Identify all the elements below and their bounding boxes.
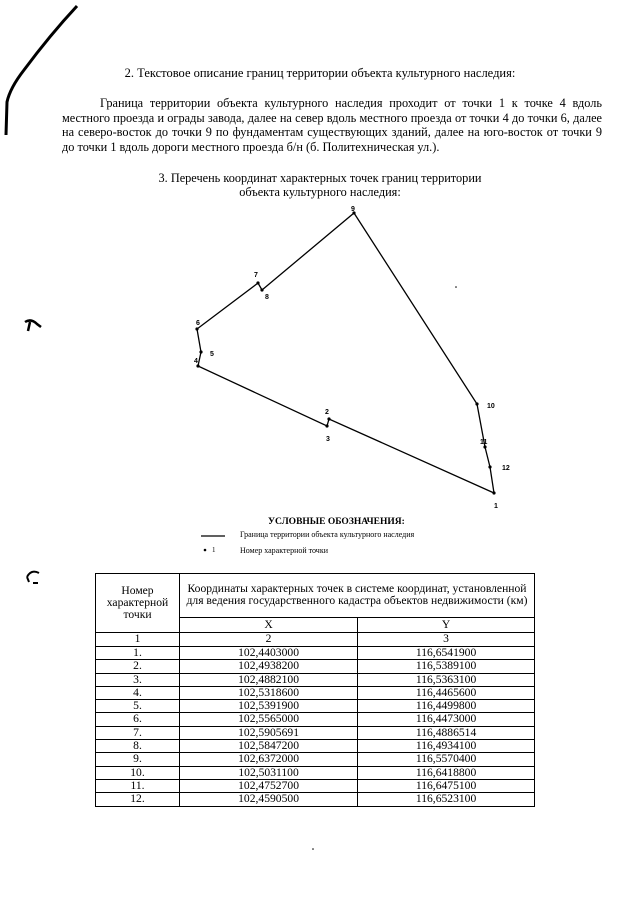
table-row <box>96 793 535 806</box>
table-row <box>96 740 535 753</box>
point-label: 12 <box>502 465 510 472</box>
boundary-point <box>488 465 491 468</box>
legend-title: УСЛОВНЫЕ ОБОЗНАЧЕНИЯ: <box>268 517 405 527</box>
point-label: 8 <box>265 294 269 301</box>
x-coordinate-cell: 102,4752700 <box>180 779 358 792</box>
y-coordinate-cell: 116,4886514 <box>358 726 535 739</box>
boundary-point <box>325 424 328 427</box>
index-cell: 1 <box>96 633 180 647</box>
scan-dot <box>312 848 314 850</box>
table-row <box>96 766 535 779</box>
y-coordinate-cell: 116,5363100 <box>358 673 535 686</box>
scan-speck <box>27 572 39 583</box>
boundary-point <box>475 402 478 405</box>
y-coordinate-cell: 116,5570400 <box>358 753 535 766</box>
section2-paragraph: Граница территории объекта культурного наследия проходит от точки 1 к точке 4 вдоль местного проезда и ограды завода, далее на север вдоль местного проезда от точки 4 до точки 6, далее на северо-восток до точки 9 по фундаментам существующих зданий, далее на юго-восток от точки 9 до точки 1 вдоль дороги местного проезда б/н (б. Политехническая ул.). <box>62 96 602 154</box>
point-label: 7 <box>254 272 258 279</box>
header-x: X <box>180 617 358 632</box>
point-number-cell: 7. <box>96 726 180 739</box>
point-number-cell: 6. <box>96 713 180 726</box>
point-number-cell: 8. <box>96 740 180 753</box>
legend-line-label: Граница территории объекта культурного наследия <box>240 530 415 539</box>
y-coordinate-cell: 116,6541900 <box>358 647 535 660</box>
x-coordinate-cell: 102,4403000 <box>180 647 358 660</box>
point-number-cell: 9. <box>96 753 180 766</box>
point-label: 6 <box>196 320 200 327</box>
table-row <box>96 673 535 686</box>
point-label: 5 <box>210 351 214 358</box>
boundary-point <box>327 417 330 420</box>
y-coordinate-cell: 116,5389100 <box>358 660 535 673</box>
table-row <box>96 660 535 673</box>
index-cell: 2 <box>180 633 358 647</box>
table-row <box>96 779 535 792</box>
x-coordinate-cell: 102,5847200 <box>180 740 358 753</box>
table-row <box>96 713 535 726</box>
section3-heading-line1: 3. Перечень координат характерных точек границ территории <box>158 171 482 185</box>
x-coordinate-cell: 102,5565000 <box>180 713 358 726</box>
point-label: 1 <box>494 503 498 510</box>
y-coordinate-cell: 116,6418800 <box>358 766 535 779</box>
point-number-cell: 12. <box>96 793 180 806</box>
y-coordinate-cell: 116,6475100 <box>358 779 535 792</box>
boundary-line <box>197 213 494 493</box>
y-coordinate-cell: 116,4473000 <box>358 713 535 726</box>
boundary-point <box>195 327 198 330</box>
y-coordinate-cell: 116,4499800 <box>358 700 535 713</box>
header-coordinates: Координаты характерных точек в системе координат, установленной для ведения государственного кадастра объектов недвижимости (км) <box>180 574 535 618</box>
header-point-number: Номер характерной точки <box>96 574 180 633</box>
point-number-cell: 3. <box>96 673 180 686</box>
coordinates-table <box>95 573 535 807</box>
boundary-point <box>260 288 263 291</box>
table-row <box>96 726 535 739</box>
point-label: 4 <box>194 358 198 365</box>
table-row <box>96 753 535 766</box>
x-coordinate-cell: 102,4882100 <box>180 673 358 686</box>
index-row <box>96 633 535 647</box>
legend-point-symbol <box>204 549 207 552</box>
table-row <box>96 686 535 699</box>
x-coordinate-cell: 102,5905691 <box>180 726 358 739</box>
point-number-cell: 10. <box>96 766 180 779</box>
boundary-points <box>194 206 510 510</box>
point-number-cell: 5. <box>96 700 180 713</box>
point-number-cell: 1. <box>96 647 180 660</box>
legend-point-number: 1 <box>212 546 216 554</box>
boundary-point <box>492 491 495 494</box>
point-number-cell: 2. <box>96 660 180 673</box>
section3-heading-line2: объекта культурного наследия: <box>239 185 401 199</box>
y-coordinate-cell: 116,6523100 <box>358 793 535 806</box>
point-number-cell: 11. <box>96 779 180 792</box>
x-coordinate-cell: 102,4590500 <box>180 793 358 806</box>
point-label: 3 <box>326 436 330 443</box>
point-label: 2 <box>325 409 329 416</box>
y-coordinate-cell: 116,4465600 <box>358 686 535 699</box>
index-cell: 3 <box>358 633 535 647</box>
point-label: 10 <box>487 403 495 410</box>
x-coordinate-cell: 102,5031100 <box>180 766 358 779</box>
boundary-point <box>256 281 259 284</box>
boundary-point <box>199 350 202 353</box>
point-number-cell: 4. <box>96 686 180 699</box>
x-coordinate-cell: 102,6372000 <box>180 753 358 766</box>
x-coordinate-cell: 102,5318600 <box>180 686 358 699</box>
legend-point-label: Номер характерной точки <box>240 546 328 555</box>
section2-heading: 2. Текстовое описание границ территории объекта культурного наследия: <box>124 66 516 80</box>
table-row <box>96 647 535 660</box>
table-row <box>96 700 535 713</box>
point-label: 9 <box>351 206 355 213</box>
y-coordinate-cell: 116,4934100 <box>358 740 535 753</box>
point-label: 11 <box>480 439 488 446</box>
header-y: Y <box>358 617 535 632</box>
x-coordinate-cell: 102,4938200 <box>180 660 358 673</box>
x-coordinate-cell: 102,5391900 <box>180 700 358 713</box>
